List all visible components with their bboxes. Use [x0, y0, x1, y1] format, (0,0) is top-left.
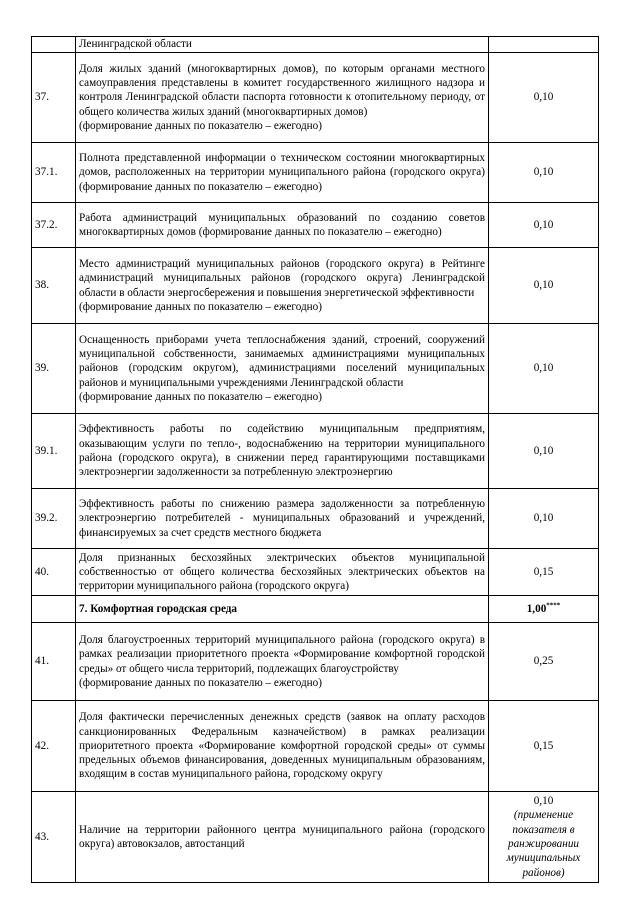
- row-value: 0,25: [489, 623, 599, 701]
- row-number: 37.2.: [32, 203, 76, 248]
- row-value: 0,10: [489, 489, 599, 549]
- row-description: Доля благоустроенных территорий муниципального района (городского округа) в рамках реализации приоритетного проекта «Формирование комфортной городской среды» от общего числа территорий, подлежащих благоустройству (формирование данных по показателю – ежегодно): [76, 623, 489, 701]
- section-title: 7. Комфортная городская среда: [76, 596, 489, 623]
- table-row: [32, 792, 599, 883]
- section-value: 1,00****: [489, 596, 599, 623]
- table-row: [32, 248, 599, 324]
- row-value: 0,10: [489, 143, 599, 203]
- table-row: [32, 414, 599, 489]
- row-value: 0,10 (применение показателя в ранжировании муниципальных районов): [489, 792, 599, 883]
- indicators-table: [31, 36, 599, 883]
- row-value: 0,10: [489, 248, 599, 324]
- table-row: [32, 324, 599, 414]
- table-row: [32, 203, 599, 248]
- row-description: Эффективность работы по снижению размера задолженности за потребленную электроэнергию потребителей - муниципальных образований и учреждений, финансируемых за счет средств местного бюджета: [76, 489, 489, 549]
- row-value: 0,10: [489, 324, 599, 414]
- row-description: Работа администраций муниципальных образований по созданию советов многоквартирных домов (формирование данных по показателю – ежегодно): [76, 203, 489, 248]
- row-number: 38.: [32, 248, 76, 324]
- row-number: 37.1.: [32, 143, 76, 203]
- table-row: [32, 549, 599, 596]
- row-description: Оснащенность приборами учета теплоснабжения зданий, строений, сооружений муниципальной собственности, занимаемых администрациями муниципальных районов (городским округом), администрациями поселений муниципальных районов и муниципальными учреждениями Ленинградской области (формирование данных по показателю – ежегодно): [76, 324, 489, 414]
- footnote-mark: ****: [546, 601, 561, 610]
- row-value: 0,15: [489, 549, 599, 596]
- row-number: 39.: [32, 324, 76, 414]
- row-value: [489, 37, 599, 53]
- row-description: Наличие на территории районного центра муниципального района (городского округа) автовокзалов, автостанций: [76, 792, 489, 883]
- row-description: Место администраций муниципальных районов (городского округа) в Рейтинге администраций муниципальных районов (городского округа) Ленинградской области в области энергосбережения и повышения энергетической эффективности (формирование данных по показателю – ежегодно): [76, 248, 489, 324]
- row-description: Эффективность работы по содействию муниципальным предприятиям, оказывающим услуги по тепло-, водоснабжению на территории муниципального района (городского округа), в снижении перед гарантирующими поставщиками электроэнергии задолженности за потребленную электроэнергию: [76, 414, 489, 489]
- table-row: [32, 143, 599, 203]
- row-description: Доля жилых зданий (многоквартирных домов), по которым органами местного самоуправления представлены в комитет государственного жилищного надзора и контроля Ленинградской области паспорта готовности к отопительному периоду, от общего количества жилых зданий (многоквартирных домов) (формирование данных по показателю – ежегодно): [76, 53, 489, 143]
- row-number: 43.: [32, 792, 76, 883]
- table-row: [32, 489, 599, 549]
- table-row: [32, 37, 599, 53]
- row-number: 42.: [32, 701, 76, 792]
- row-value: 0,10: [489, 53, 599, 143]
- row-description: Доля признанных бесхозяйных электрических объектов муниципальной собственностью от общего количества бесхозяйных электрических объектов на территории муниципального района (городского округа): [76, 549, 489, 596]
- row-value: 0,15: [489, 701, 599, 792]
- row-number: 41.: [32, 623, 76, 701]
- table-row: [32, 53, 599, 143]
- table-row: [32, 623, 599, 701]
- table-row: [32, 701, 599, 792]
- section-number: [32, 596, 76, 623]
- row-number: [32, 37, 76, 53]
- row-value: 0,10: [489, 414, 599, 489]
- row-number: 39.1.: [32, 414, 76, 489]
- row-description: Доля фактически перечисленных денежных средств (заявок на оплату расходов санкционированных Федеральным казначейством) в рамках реализации приоритетного проекта «Формирование комфортной городской среды» от суммы предельных объемов финансирования, доведенных муниципальным образованиям, входящим в состав муниципального района, городскому округу: [76, 701, 489, 792]
- section-row: [32, 596, 599, 623]
- value-note: (применение показателя в ранжировании муниципальных районов): [506, 809, 581, 879]
- row-number: 37.: [32, 53, 76, 143]
- row-description: Ленинградской области: [76, 37, 489, 53]
- row-number: 40.: [32, 549, 76, 596]
- row-description: Полнота представленной информации о техническом состоянии многоквартирных домов, расположенных на территории муниципального района (городского округа) (формирование данных по показателю – ежегодно): [76, 143, 489, 203]
- row-value: 0,10: [489, 203, 599, 248]
- row-number: 39.2.: [32, 489, 76, 549]
